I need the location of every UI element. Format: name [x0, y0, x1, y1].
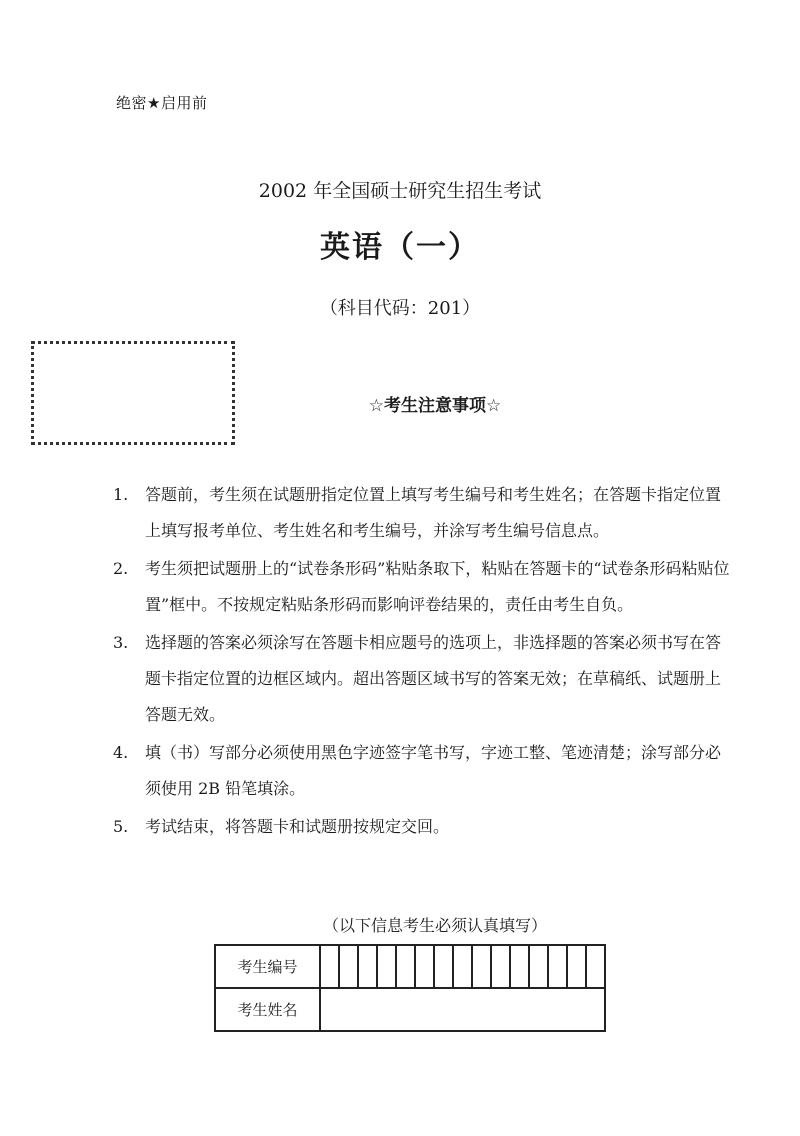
- notice-item: [113, 809, 733, 845]
- notice-item: [113, 477, 733, 549]
- notice-item-text: 考试结束，将答题卡和试题册按规定交回。: [145, 817, 450, 836]
- info-form-caption: （以下信息考生必须认真填写）: [322, 916, 547, 935]
- candidate-number-digit-box[interactable]: [567, 945, 586, 988]
- candidate-number-digit-box[interactable]: [510, 945, 529, 988]
- notice-list: [113, 477, 733, 847]
- candidate-number-digit-box[interactable]: [415, 945, 434, 988]
- candidate-name-label: 考生姓名: [215, 988, 320, 1031]
- subject-code: （科目代码：201）: [319, 298, 481, 319]
- notice-item: [113, 625, 733, 733]
- notice-item: [113, 735, 733, 807]
- candidate-number-digit-box[interactable]: [491, 945, 510, 988]
- candidate-number-row: [215, 945, 605, 988]
- subject-title: 英语（一）: [320, 230, 480, 265]
- notice-item-text: 选择题的答案必须涂写在答题卡相应题号的选项上，非选择题的答案必须书写在答题卡指定位置的边框区域内。超出答题区域书写的答案无效；在草稿纸、试题册上答题无效。: [145, 633, 722, 724]
- candidate-number-digit-box[interactable]: [586, 945, 605, 988]
- notice-item: [113, 551, 733, 623]
- candidate-number-digit-box[interactable]: [548, 945, 567, 988]
- notice-item-text: 填（书）写部分必须使用黑色字迹签字笔书写，字迹工整、笔迹清楚；涂写部分必须使用 2B 铅笔填涂。: [145, 743, 722, 798]
- notice-title: ☆考生注意事项☆: [368, 396, 502, 416]
- notice-item-number: 2.: [113, 559, 129, 578]
- notice-item-text: 答题前，考生须在试题册指定位置上填写考生编号和考生姓名；在答题卡指定位置上填写报考单位、考生姓名和考生编号，并涂写考生编号信息点。: [145, 485, 722, 540]
- candidate-number-digit-box[interactable]: [358, 945, 377, 988]
- notice-item-number: 5.: [113, 817, 129, 836]
- candidate-number-digit-box[interactable]: [472, 945, 491, 988]
- candidate-name-row: [215, 988, 605, 1031]
- candidate-info-table: [214, 944, 606, 1032]
- candidate-number-digit-box[interactable]: [453, 945, 472, 988]
- notice-item-number: 1.: [113, 485, 129, 504]
- exam-name: 2002 年全国硕士研究生招生考试: [258, 180, 542, 202]
- notice-item-text: 考生须把试题册上的“试卷条形码”粘贴条取下，粘贴在答题卡的“试卷条形码粘贴位置”框中。不按规定粘贴条形码而影响评卷结果的，责任由考生自负。: [145, 559, 730, 614]
- candidate-number-label: 考生编号: [215, 945, 320, 988]
- candidate-number-digit-box[interactable]: [396, 945, 415, 988]
- candidate-number-digit-box[interactable]: [529, 945, 548, 988]
- notice-item-number: 3.: [113, 633, 129, 652]
- candidate-number-digit-box[interactable]: [434, 945, 453, 988]
- candidate-number-digit-box[interactable]: [339, 945, 358, 988]
- confidential-mark: 绝密★启用前: [116, 94, 208, 112]
- candidate-number-digit-box[interactable]: [377, 945, 396, 988]
- candidate-number-digit-box[interactable]: [320, 945, 339, 988]
- notice-item-number: 4.: [113, 743, 129, 762]
- candidate-name-field[interactable]: [320, 988, 605, 1031]
